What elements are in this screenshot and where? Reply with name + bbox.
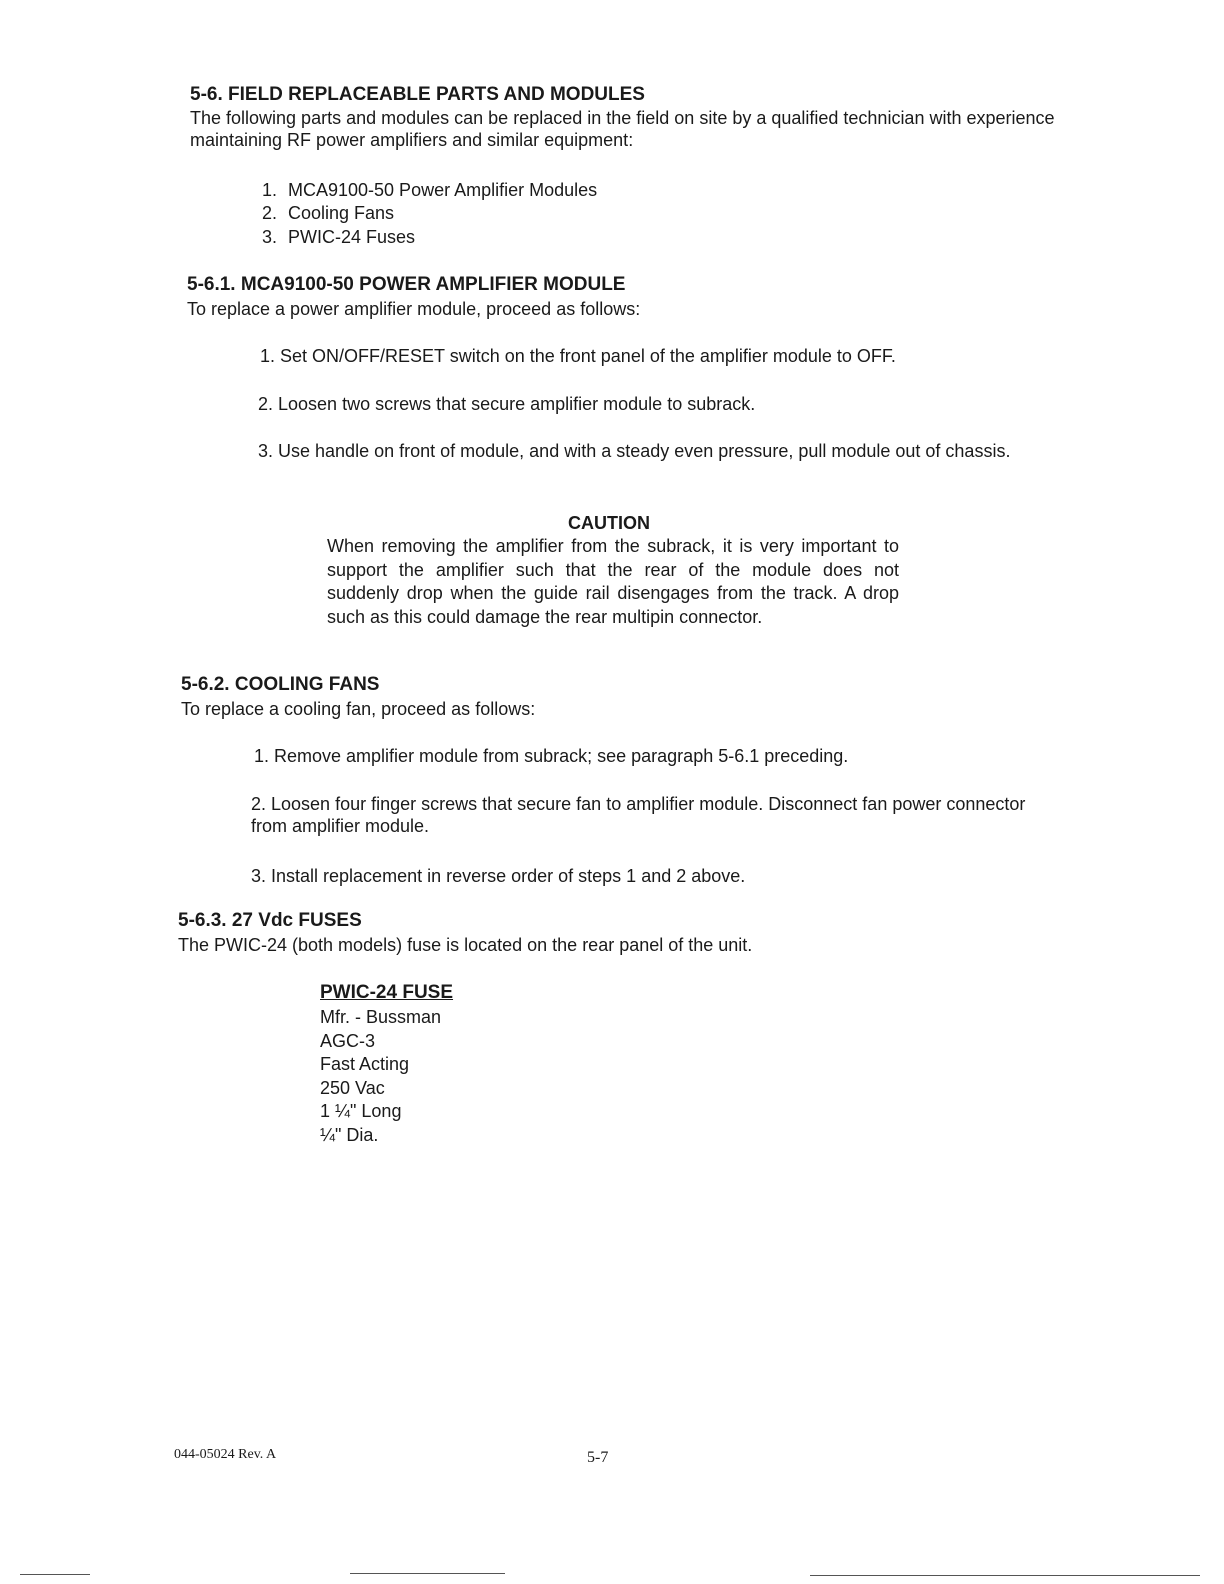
section-intro-5-6: The following parts and modules can be replaced in the field on site by a qualified technician with experience maintaining RF power amplifiers and similar equipment: bbox=[190, 108, 1055, 150]
scan-artifact-line bbox=[350, 1573, 505, 1574]
procedure-step: 1. Set ON/OFF/RESET switch on the front panel of the amplifier module to OFF. bbox=[260, 346, 896, 366]
section-intro-5-6-2: To replace a cooling fan, proceed as follows: bbox=[181, 699, 536, 719]
fuse-spec-item: AGC-3 bbox=[320, 1030, 376, 1051]
caution-text: When removing the amplifier from the subrack, it is very important to support the amplifier such that the rear of the module does not suddenly drop when the guide rail disengages from the track. A drop such as this could damage the rear multipin connector. bbox=[327, 536, 899, 627]
list-item: 2. Cooling Fans bbox=[262, 203, 395, 223]
procedure-step: 3. Use handle on front of module, and with a steady even pressure, pull module out of chassis. bbox=[258, 441, 1011, 461]
list-item: 3. PWIC-24 Fuses bbox=[262, 227, 416, 247]
fuse-spec-item: Mfr. - Bussman bbox=[320, 1007, 442, 1027]
section-intro-5-6-1: To replace a power amplifier module, proceed as follows: bbox=[187, 299, 641, 319]
procedure-step: 2. Loosen two screws that secure amplifier module to subrack. bbox=[258, 394, 756, 414]
section-heading-5-6-2: 5-6.2. COOLING FANS bbox=[181, 674, 380, 695]
fuse-spec-item: 250 Vac bbox=[320, 1077, 385, 1098]
section-heading-5-6: 5-6. FIELD REPLACEABLE PARTS AND MODULES bbox=[190, 84, 645, 105]
footer-doc-number: 044-05024 Rev. A bbox=[174, 1447, 277, 1462]
list-item: 1. MCA9100-50 Power Amplifier Modules bbox=[262, 180, 598, 200]
fuse-spec-title: PWIC-24 FUSE bbox=[320, 982, 454, 1003]
fuse-spec-item: Fast Acting bbox=[320, 1054, 410, 1074]
fuse-spec-list bbox=[320, 1006, 441, 1147]
section-heading-5-6-1: 5-6.1. MCA9100-50 POWER AMPLIFIER MODULE bbox=[187, 274, 626, 295]
fuse-spec-item: ¼" Dia. bbox=[320, 1124, 379, 1145]
section-intro-5-6-3: The PWIC-24 (both models) fuse is located on the rear panel of the unit. bbox=[178, 935, 753, 955]
procedure-step: 2. Loosen four finger screws that secure fan to amplifier module. Disconnect fan power connector from amplifier module. bbox=[251, 794, 1026, 836]
scan-artifact-line bbox=[810, 1575, 1200, 1576]
footer-page-number: 5-7 bbox=[587, 1449, 609, 1466]
procedure-step: 1. Remove amplifier module from subrack; see paragraph 5-6.1 preceding. bbox=[254, 746, 849, 766]
section-heading-5-6-3: 5-6.3. 27 Vdc FUSES bbox=[178, 910, 362, 931]
fuse-spec-item: 1 ¼" Long bbox=[320, 1101, 402, 1121]
procedure-step: 3. Install replacement in reverse order of steps 1 and 2 above. bbox=[251, 866, 746, 886]
caution-title: CAUTION bbox=[568, 513, 650, 533]
scan-artifact-line bbox=[20, 1574, 90, 1575]
